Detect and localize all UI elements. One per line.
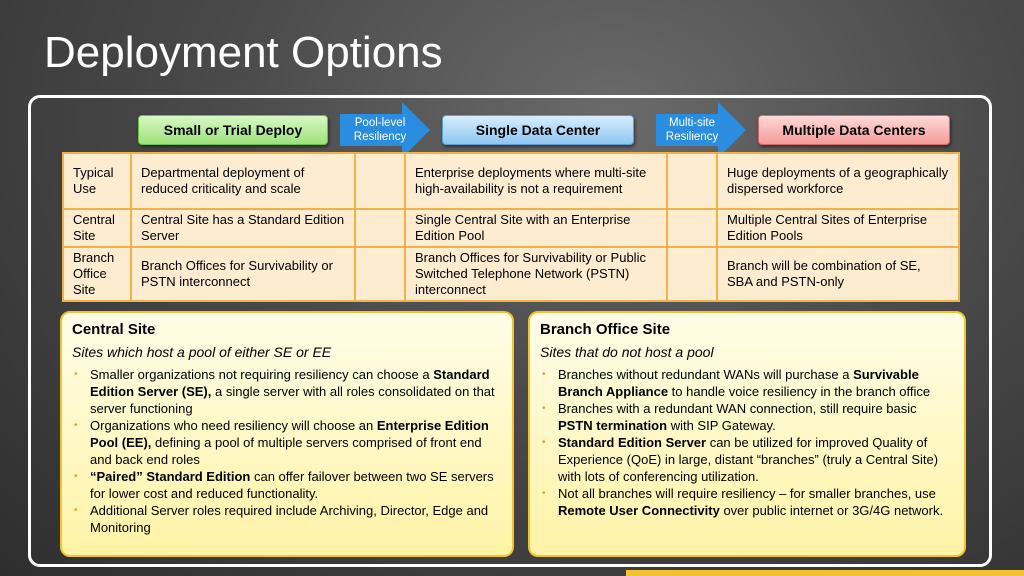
cell-multiple: Multiple Central Sites of Enterprise Edition Pools: [717, 209, 959, 247]
central-site-title: Central Site: [72, 321, 156, 338]
cell-gap: [667, 209, 717, 247]
list-item: • Not all branches will require resiliency – for smaller branches, use Remote User Connectivity over public internet or 3G/4G network.: [542, 486, 944, 518]
bullet-icon: •: [74, 471, 78, 482]
branch-office-bullets: [540, 366, 954, 519]
bullet-icon: •: [542, 403, 546, 414]
central-site-bullets: [72, 366, 502, 536]
accent-bar: [626, 570, 1024, 576]
cell-single: Branch Offices for Survivability or Public Switched Telephone Network (PSTN) interconnect: [405, 247, 667, 301]
bullet-icon: •: [542, 488, 546, 499]
list-item: • Standard Edition Server can be utilized for improved Quality of Experience (QoE) in large, distant “branches” (truly a Central Site) with lots of conferencing utilization.: [542, 435, 939, 484]
bullet-icon: •: [74, 369, 78, 380]
bullet-icon: •: [542, 437, 546, 448]
cell-gap: [355, 209, 405, 247]
bullet-icon: •: [74, 420, 78, 431]
table-row: [63, 153, 959, 209]
stage-single-data-center: Single Data Center: [442, 115, 634, 145]
row-label: Central Site: [63, 209, 131, 247]
list-item: • Organizations who need resiliency will choose an Enterprise Edition Pool (EE), defining a pool of multiple servers comprised of front end and back end roles: [74, 418, 489, 467]
cell-gap: [355, 153, 405, 209]
list-item: • “Paired” Standard Edition can offer failover between two SE servers for lower cost and reduced functionality.: [74, 469, 494, 501]
row-label: Branch Office Site: [63, 247, 131, 301]
bullet-icon: •: [542, 369, 546, 380]
table-row: [63, 209, 959, 247]
multi-site-resiliency-label: Multi-site Resiliency: [665, 117, 719, 143]
cell-single: Enterprise deployments where multi-site high-availability is not a requirement: [405, 153, 667, 209]
comparison-table: [62, 152, 960, 302]
table-row: [63, 247, 959, 301]
cell-small: Central Site has a Standard Edition Server: [131, 209, 355, 247]
branch-office-title: Branch Office Site: [540, 321, 671, 338]
cell-gap: [667, 153, 717, 209]
stage-multiple-data-centers: Multiple Data Centers: [758, 115, 950, 145]
branch-office-panel: [528, 311, 966, 557]
row-label: Typical Use: [63, 153, 131, 209]
cell-gap: [667, 247, 717, 301]
cell-gap: [355, 247, 405, 301]
branch-office-subtitle: Sites that do not host a pool: [540, 344, 714, 360]
pool-level-resiliency-label: Pool-level Resiliency: [353, 117, 407, 143]
list-item: • Smaller organizations not requiring resiliency can choose a Standard Edition Server (SE), a single server with all roles consolidated on that server functioning: [74, 367, 495, 416]
cell-single: Single Central Site with an Enterprise Edition Pool: [405, 209, 667, 247]
slide-title: Deployment Options: [44, 28, 443, 77]
list-item: • Additional Server roles required include Archiving, Director, Edge and Monitoring: [74, 503, 489, 535]
stage-small-trial: Small or Trial Deploy: [138, 115, 328, 145]
bullet-icon: •: [74, 505, 78, 516]
list-item: • Branches without redundant WANs will purchase a Survivable Branch Appliance to handle voice resiliency in the branch office: [542, 367, 931, 399]
cell-small: Branch Offices for Survivability or PSTN interconnect: [131, 247, 355, 301]
cell-multiple: Huge deployments of a geographically dispersed workforce: [717, 153, 959, 209]
cell-multiple: Branch will be combination of SE, SBA and PSTN-only: [717, 247, 959, 301]
central-site-subtitle: Sites which host a pool of either SE or EE: [72, 344, 332, 360]
cell-small: Departmental deployment of reduced criticality and scale: [131, 153, 355, 209]
central-site-panel: [60, 311, 514, 557]
list-item: • Branches with a redundant WAN connection, still require basic PSTN termination with SIP Gateway.: [542, 401, 917, 433]
